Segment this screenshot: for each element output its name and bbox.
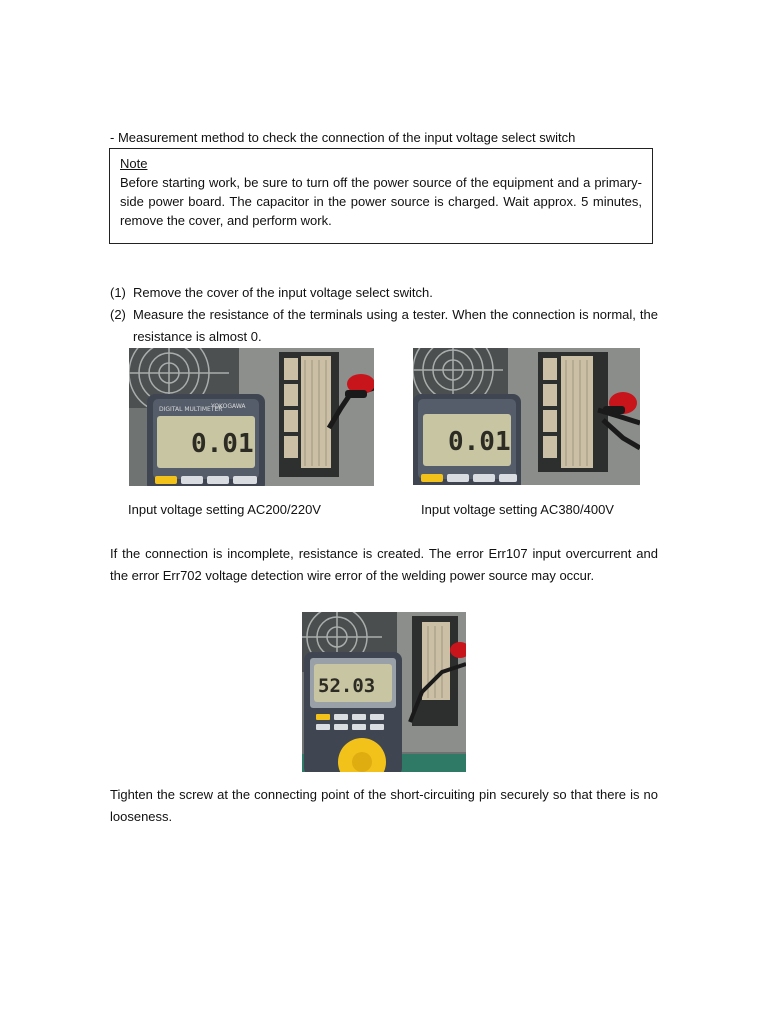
photo-ac380-measurement bbox=[413, 348, 640, 485]
list-item bbox=[110, 304, 658, 348]
caption-ac200: Input voltage setting AC200/220V bbox=[128, 502, 321, 517]
svg-text:DIGITAL MULTIMETER: DIGITAL MULTIMETER bbox=[159, 406, 223, 413]
svg-text:0.01: 0.01 bbox=[191, 429, 254, 459]
incomplete-connection-paragraph: If the connection is incomplete, resistance is created. The error Err107 input overcurrent and the error Err702 voltage detection wire error of the welding power source may occur. bbox=[110, 546, 658, 583]
tighten-screw-paragraph: Tighten the screw at the connecting point of the short-circuiting pin securely so that there is no looseness. bbox=[110, 787, 658, 824]
svg-text:YOKOGAWA: YOKOGAWA bbox=[211, 403, 246, 410]
section-heading: - Measurement method to check the connection of the input voltage select switch bbox=[110, 130, 576, 145]
photo-incomplete-connection bbox=[302, 612, 466, 772]
list-item bbox=[110, 282, 658, 304]
step-number: (2) bbox=[110, 307, 126, 322]
step-number: (1) bbox=[110, 285, 126, 300]
note-title: Note bbox=[120, 156, 148, 171]
steps-list bbox=[110, 282, 658, 348]
svg-text:0.01: 0.01 bbox=[448, 427, 511, 457]
svg-text:52.03: 52.03 bbox=[318, 675, 376, 697]
photo-ac200-measurement bbox=[129, 348, 374, 486]
note-box bbox=[109, 148, 653, 244]
step-text: Measure the resistance of the terminals using a tester. When the connection is normal, the resistance is almost 0. bbox=[133, 307, 658, 344]
note-body: Before starting work, be sure to turn off the power source of the equipment and a primary-side power board. The capacitor in the power source is charged. Wait approx. 5 minutes, remove the cover, and perform work. bbox=[120, 175, 642, 228]
caption-ac380: Input voltage setting AC380/400V bbox=[421, 502, 614, 517]
step-text: Remove the cover of the input voltage select switch. bbox=[133, 285, 433, 300]
